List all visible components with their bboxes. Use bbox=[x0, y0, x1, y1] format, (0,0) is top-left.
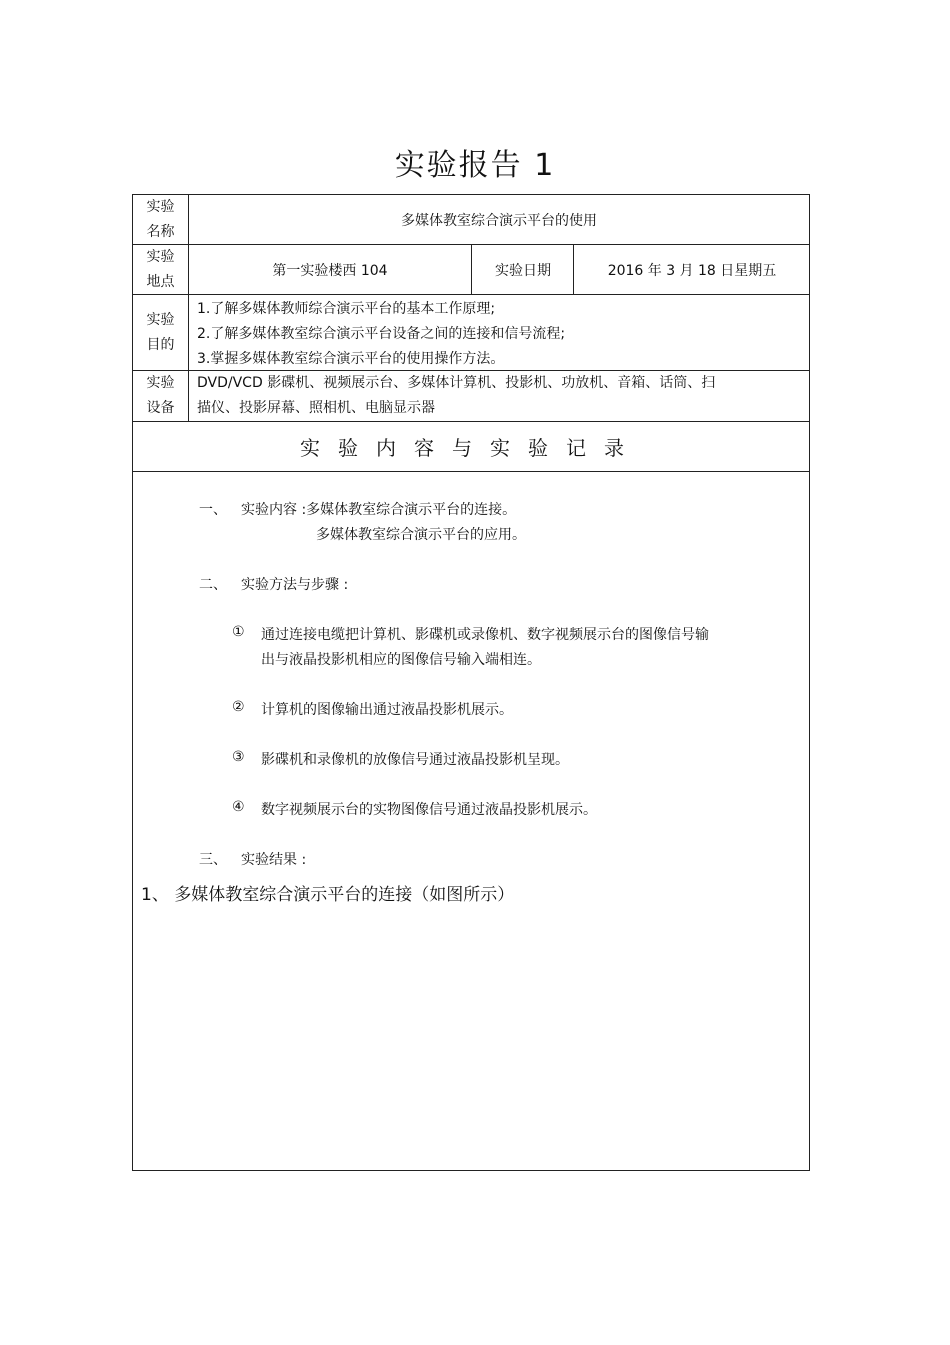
purpose-list bbox=[197, 297, 565, 372]
row-experiment-location bbox=[133, 245, 809, 295]
label-line-1: 实验 bbox=[146, 375, 175, 391]
step-2-marker: ② bbox=[232, 699, 245, 715]
section-title: 实验内容与实验记录 bbox=[300, 436, 642, 460]
label-line-1: 实验 bbox=[146, 198, 175, 215]
label-experiment-name bbox=[133, 195, 189, 244]
purpose-item: 3.掌握多媒体教室综合演示平台的使用操作方法。 bbox=[197, 351, 505, 367]
label-experiment-location bbox=[133, 245, 189, 294]
row-experiment-equipment bbox=[133, 371, 809, 422]
section-1-text: 实验内容 :多媒体教室综合演示平台的连接。 bbox=[241, 502, 517, 518]
label-line-2: 目的 bbox=[146, 336, 175, 353]
experiment-date-label: 实验日期 bbox=[471, 245, 574, 294]
report-title: 实验报告 1 bbox=[394, 148, 556, 183]
section-3-text: 实验结果 : bbox=[241, 852, 307, 868]
label-line-2: 设备 bbox=[146, 400, 175, 416]
section-2-number: 二、 bbox=[199, 577, 227, 593]
experiment-location-value: 第一实验楼西 104 bbox=[272, 262, 388, 279]
section-1-text-cont: 多媒体教室综合演示平台的应用。 bbox=[316, 527, 526, 543]
experiment-name-value: 多媒体教室综合演示平台的使用 bbox=[401, 212, 597, 229]
label-line-2: 名称 bbox=[146, 223, 175, 240]
result-item-1: 1、 多媒体教室综合演示平台的连接（如图所示） bbox=[141, 885, 515, 905]
purpose-item: 2.了解多媒体教室综合演示平台设备之间的连接和信号流程; bbox=[197, 326, 566, 342]
step-4-marker: ④ bbox=[232, 799, 245, 815]
row-section-title bbox=[133, 422, 809, 472]
purpose-item: 1.了解多媒体教师综合演示平台的基本工作原理; bbox=[197, 301, 496, 317]
label-experiment-purpose bbox=[133, 295, 189, 370]
label-experiment-equipment bbox=[133, 371, 189, 421]
section-2-text: 实验方法与步骤 : bbox=[241, 577, 349, 593]
label-line-1: 实验 bbox=[146, 248, 175, 265]
step-3-text: 影碟机和录像机的放像信号通过液晶投影机呈现。 bbox=[261, 752, 569, 768]
step-2-text: 计算机的图像输出通过液晶投影机展示。 bbox=[261, 702, 513, 718]
row-experiment-name bbox=[133, 195, 809, 245]
row-experiment-purpose bbox=[133, 295, 809, 371]
step-1-marker: ① bbox=[232, 624, 245, 640]
label-line-2: 地点 bbox=[146, 273, 175, 290]
section-3-number: 三、 bbox=[199, 852, 227, 868]
label-line-1: 实验 bbox=[146, 311, 175, 328]
step-3-marker: ③ bbox=[232, 749, 245, 765]
equipment-list bbox=[197, 371, 787, 421]
content-area bbox=[133, 472, 809, 1170]
equipment-line: DVD/VCD 影碟机、视频展示台、多媒体计算机、投影机、功放机、音箱、话筒、扫 bbox=[197, 375, 716, 391]
report-table bbox=[132, 194, 810, 1171]
equipment-line: 描仪、投影屏幕、照相机、电脑显示器 bbox=[197, 400, 435, 416]
step-1-text: 通过连接电缆把计算机、影碟机或录像机、数字视频展示台的图像信号输 bbox=[261, 627, 709, 643]
step-4-text: 数字视频展示台的实物图像信号通过液晶投影机展示。 bbox=[261, 802, 597, 818]
experiment-date-value: 2016 年 3 月 18 日星期五 bbox=[573, 245, 810, 294]
section-1-number: 一、 bbox=[199, 502, 227, 518]
step-1-text-cont: 出与液晶投影机相应的图像信号输入端相连。 bbox=[261, 652, 541, 668]
